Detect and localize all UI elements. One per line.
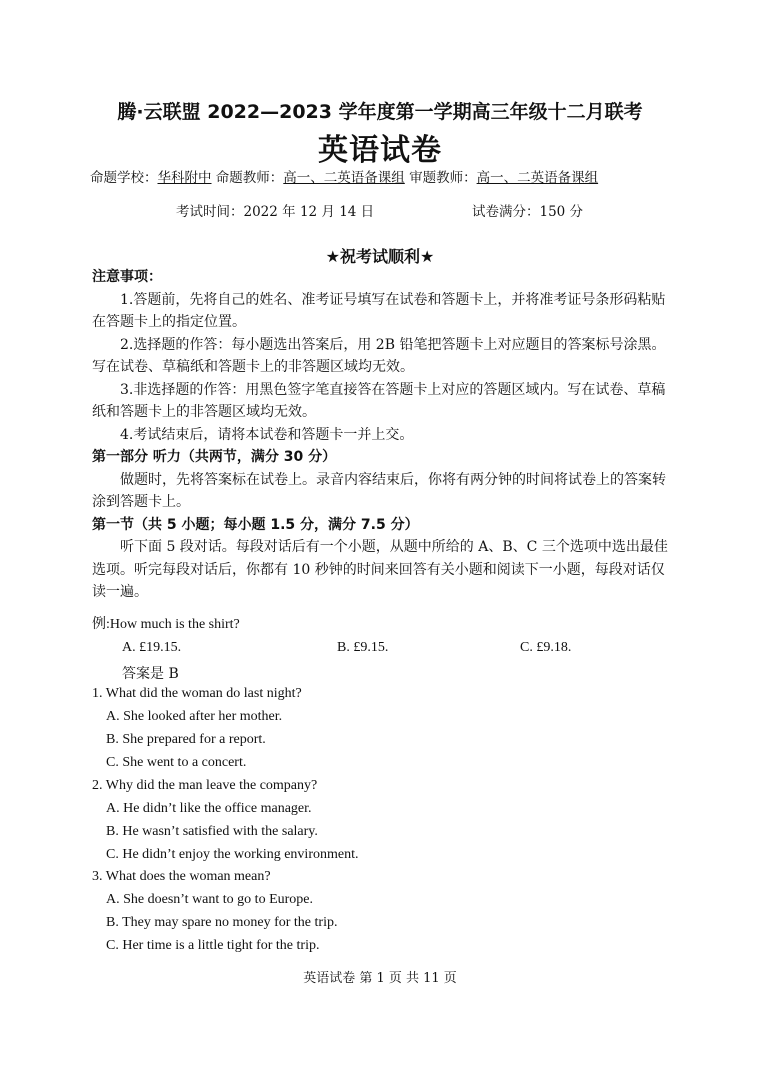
note-item: 4.考试结束后，请将本试卷和答题卡一并上交。 [120,426,414,443]
exam-title: 腾·云联盟 2022—2023 学年度第一学期高三年级十二月联考 [117,101,643,123]
part1-intro: 做题时，先将答案标在试卷上。录音内容结束后，你将有两分钟的时间将试卷上的答案转涂到答题卡上。 [92,471,666,510]
note-item: 2.选择题的作答：每小题选出答案后，用 2B 铅笔把答题卡上对应题目的答案标号涂黑。写在试卷、草稿纸和答题卡上的非答题区域均无效。 [92,336,666,375]
example-option-a: A. £19.15. [122,640,182,655]
note-item: 3.非选择题的作答：用黑色签字笔直接答在答题卡上对应的答题区域内。写在试卷、草稿纸和答题卡上的非答题区域均无效。 [92,381,666,420]
notes-section [92,266,672,604]
question-3-option-a: A. She doesn’t want to go to Europe. [106,892,313,907]
question-2-option-a: A. He didn’t like the office manager. [106,801,312,816]
exam-time: 考试时间：2022 年 12 月 14 日 [176,204,375,220]
question-1-option-a: A. She looked after her mother. [106,709,283,724]
question-1-option-c: C. She went to a concert. [106,755,247,770]
question-1-option-b: B. She prepared for a report. [106,732,266,747]
part1-heading: 第一部分 听力（共两节，满分 30 分） [92,449,337,465]
note-item: 1.答题前，先将自己的姓名、准考证号填写在试卷和答题卡上，并将准考证号条形码粘贴在答题卡上的指定位置。 [92,291,666,330]
authorship-line [90,166,690,186]
question-2: 2. Why did the man leave the company? [92,778,318,793]
good-luck-banner: ★祝考试顺利★ [325,247,435,266]
teacher-name: 高一、二英语备课组 [283,170,405,186]
question-2-option-c: C. He didn’t enjoy the working environment. [106,847,359,862]
question-3-option-c: C. Her time is a little tight for the trip. [106,938,320,953]
section1-heading: 第一节（共 5 小题；每小题 1.5 分，满分 7.5 分） [92,516,419,533]
page-footer: 英语试卷 第 1 页 共 11 页 [303,971,457,986]
section1-intro: 听下面 5 段对话。每段对话后有一个小题，从题中所给的 A、B、C 三个选项中选出最佳选项。听完每段对话后，你都有 10 秒钟的时间来回答有关小题和阅读下一小题，每段对话仅读一遍。 [92,539,668,600]
exam-subject-title: 英语试卷 [318,133,442,168]
notes-heading: 注意事项： [92,269,162,285]
question-1: 1. What did the woman do last night? [92,686,302,701]
reviewer-label: 审题教师： [409,170,477,186]
example-option-b: B. £9.15. [337,640,389,655]
example-question: 例:How much is the shirt? [92,617,240,632]
teacher-label: 命题教师： [215,170,284,186]
example-option-c: C. £9.18. [520,640,572,655]
question-2-option-b: B. He wasn’t satisfied with the salary. [106,824,318,839]
reviewer-name: 高一、二英语备课组 [476,170,599,186]
question-3: 3. What does the woman mean? [92,869,271,884]
school-label: 命题学校： [90,170,158,186]
example-answer: 答案是 B [122,666,179,682]
full-score: 试卷满分：150 分 [472,204,584,220]
school-name: 华科附中 [157,170,212,186]
question-3-option-b: B. They may spare no money for the trip. [106,915,338,930]
